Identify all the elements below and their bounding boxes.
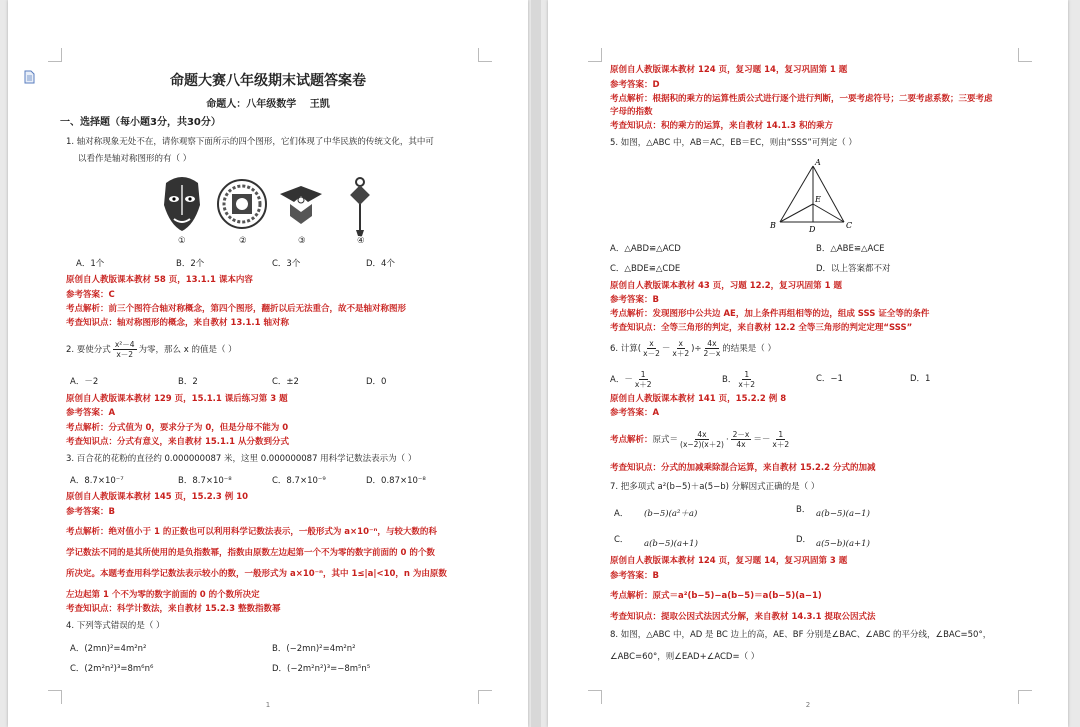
q6-analysis: 考点解析：原式＝ $\frac{4x}{(x-2)(x+2)}$ · $\frac{2-x}{4x}$ ＝－ $\frac{1}{x+2}$ <box>610 430 790 449</box>
q6-fraction-1 <box>643 339 660 358</box>
q2-fraction-den: x－2 <box>116 350 134 359</box>
q5-option-d: D．以上答案都不对 <box>816 264 891 274</box>
q2-stem <box>66 339 237 361</box>
option-letter: A．－ <box>610 375 633 385</box>
q3-analysis-4: 左边起第 1 个不为零的数字前面的 0 的个数所决定 <box>66 590 260 600</box>
figure-label: ② <box>239 236 247 246</box>
q2-analysis: 考点解析：分式值为 0，要求分子为 0，但是分母不能为 0 <box>66 423 289 433</box>
q7-source: 原创自人教版课本教材 124 页，复习题 14，复习巩固第 3 题 <box>610 556 848 566</box>
chinese-knot-figure <box>348 176 372 238</box>
q3-source: 原创自人教版课本教材 145 页，15.2.3 例 10 <box>66 492 249 502</box>
q4-option-b: B．(−2mn)²=4m²n² <box>272 644 356 654</box>
q2-option-d: D．0 <box>366 377 387 387</box>
fraction-num: 1 <box>744 370 750 379</box>
q6-option-a <box>610 368 654 392</box>
q5-option-b: B．△ABE≌△ACE <box>816 244 885 254</box>
q6-source: 原创自人教版课本教材 141 页，15.2.2 例 8 <box>610 394 787 404</box>
vertex-label: D <box>809 225 816 234</box>
q4-answer: 参考答案：D <box>610 80 660 90</box>
fraction-den: 2－x <box>703 349 721 358</box>
vertex-label: A <box>815 158 821 167</box>
opera-mask-figure <box>158 175 206 233</box>
q6-option-b-fraction <box>738 370 755 389</box>
fraction-num: 2－x <box>732 430 750 439</box>
q7-option-b-letter: B． <box>796 505 811 515</box>
q3-option-a: A．8.7×10⁻⁷ <box>70 476 124 486</box>
q4-option-d: D．(−2m²n²)³=−8m⁵n⁵ <box>272 664 371 674</box>
q1-option-d: D．4个 <box>366 259 395 269</box>
triangle-figure <box>768 158 858 234</box>
q6-answer: 参考答案：A <box>610 408 660 418</box>
q5-analysis: 考点解析：发现图形中公共边 AE，加上条件再组相等的边，组成 SSS 证全等的条件 <box>610 309 930 319</box>
analysis-fraction-3 <box>772 430 789 449</box>
fraction-den: x＋2 <box>772 440 790 449</box>
q3-answer: 参考答案：B <box>66 507 115 517</box>
q4-analysis-2: 字母的指数 <box>610 107 653 117</box>
fraction-num: 1 <box>778 430 784 439</box>
vertex-label: E <box>815 195 821 204</box>
q3-stem: 3. 百合花的花粉的直径约 0.000000087 米，这里 0.000000087 用科学记数法表示为（ ） <box>66 454 417 464</box>
q6-option-a-fraction <box>635 370 652 389</box>
fraction-den: 4x <box>736 440 746 449</box>
q8-stem: 8. 如图，△ABC 中，AD 是 BC 边上的高，AE、BF 分别是∠BAC、∠ABC 的平分线，∠BAC=50°， <box>610 630 992 640</box>
q2-fraction <box>113 340 137 359</box>
figure-label: ④ <box>357 236 365 246</box>
q7-knowledge: 考查知识点：提取公因式法因式分解，来自教材 14.3.1 提取公因式法 <box>610 612 876 622</box>
q5-source: 原创自人教版课本教材 43 页，习题 12.2，复习巩固第 1 题 <box>610 281 843 291</box>
q7-option-b: a(b−5)(a−1) <box>816 509 870 519</box>
q1-option-c: C．3个 <box>272 259 301 269</box>
fraction-den: x＋2 <box>634 380 652 389</box>
q3-analysis-1: 考点解析：绝对值小于 1 的正数也可以利用科学记数法表示，一般形式为 a×10⁻ⁿ，与较大数的科 <box>66 527 437 537</box>
fraction-den: (x−2)(x＋2) <box>680 440 724 449</box>
q6-stem-post: 的结果是（ ） <box>722 344 776 354</box>
q4-source: 原创自人教版课本教材 124 页，复习题 14，复习巩固第 1 题 <box>610 65 848 75</box>
author-line: 命题人：八年级数学 王凯 <box>206 99 330 110</box>
figure-label: ③ <box>298 236 306 246</box>
q5-knowledge: 考查知识点：全等三角形的判定，来自教材 12.2 全等三角形的判定定理“SSS” <box>610 323 913 333</box>
q6-option-c: C．−1 <box>816 374 843 384</box>
q7-option-c-letter: C． <box>614 535 629 545</box>
formula-prefix: 原式＝ <box>652 435 679 445</box>
q2-option-b: B．2 <box>178 377 198 387</box>
q6-fraction-3 <box>704 339 721 358</box>
q1-stem-cont: 以看作是轴对称图形的有（ ） <box>78 154 192 164</box>
q7-option-a-letter: A． <box>614 509 629 519</box>
q6-fraction-2 <box>672 339 689 358</box>
q5-option-a: A．△ABD≌△ACD <box>610 244 681 254</box>
q2-source: 原创自人教版课本教材 129 页，15.1.1 课后练习第 3 题 <box>66 394 288 404</box>
crop-mark <box>48 48 62 62</box>
q2-fraction-num: x²－4 <box>114 340 135 349</box>
q3-knowledge: 考查知识点：科学计数法，来自教材 15.2.3 整数指数幂 <box>66 604 281 614</box>
q2-stem-pre: 2. 要使分式 <box>66 345 111 355</box>
q2-option-a: A．－2 <box>70 377 99 387</box>
analysis-fraction-1 <box>680 430 724 449</box>
q5-option-c: C．△BDE≌△CDE <box>610 264 681 274</box>
q4-analysis-1: 考点解析：根据积的乘方的运算性质公式进行逐个进行判断，一要考虑符号；二要考虑系数；三要考虑 <box>610 94 993 104</box>
q5-stem: 5. 如图，△ABC 中，AB＝AC，EB＝EC，则由“SSS”可判定（ ） <box>610 138 857 148</box>
q1-answer: 参考答案：C <box>66 290 115 300</box>
vertex-label: B <box>770 221 776 230</box>
q2-knowledge: 考查知识点：分式有意义，来自教材 15.1.1 从分数到分式 <box>66 437 290 447</box>
q2-stem-post: 为零，那么 x 的值是（ ） <box>138 345 237 355</box>
fraction-den: x＋2 <box>672 349 690 358</box>
q6-option-b <box>722 368 757 392</box>
q7-option-a: (b−5)(a²＋a) <box>644 509 698 519</box>
fraction-den: x＋2 <box>738 380 756 389</box>
q4-knowledge: 考查知识点：积的乘方的运算，来自教材 14.1.3 积的乘方 <box>610 121 834 131</box>
q3-analysis-2: 学记数法不同的是其所使用的是负指数幂，指数由原数左边起第一个不为零的数字前面的 0 的个数 <box>66 548 435 558</box>
q7-option-d: a(5−b)(a+1) <box>816 539 870 549</box>
page-title: 命题大赛八年级期末试题答案卷 <box>170 73 366 89</box>
crop-mark <box>1018 48 1032 62</box>
document-page-2 <box>548 0 1068 727</box>
q7-analysis: 考点解析：原式＝a²(b−5)−a(b−5)＝a(b−5)(a−1) <box>610 591 822 601</box>
q3-analysis-3: 所决定。本题考查用科学记数法表示较小的数，一般形式为 a×10⁻ⁿ，其中 1≤|a|<10，n 为由原数 <box>66 569 447 579</box>
paper-cut-figure <box>216 178 268 230</box>
q5-answer: 参考答案：B <box>610 295 659 305</box>
kite-figure <box>278 182 324 226</box>
q6-stem: 6. 计算( $\frac{x}{x-2}$ － $\frac{x}{x+2}$ )÷ $\frac{4x}{2-x}$ 的结果是（ ） <box>610 339 776 358</box>
q1-analysis: 考点解析：前三个图符合轴对称概念，第四个图形，翻折以后无法重合，故不是轴对称图形 <box>66 304 407 314</box>
q7-answer: 参考答案：B <box>610 571 659 581</box>
q1-stem: 1. 轴对称现象无处不在，请你观察下面所示的四个图形，它们体现了中华民族的传统文化，其中可 <box>66 137 434 147</box>
q7-stem: 7. 把多项式 a²(b−5)＋a(5−b) 分解因式正确的是（ ） <box>610 482 820 492</box>
q4-option-c: C．(2m²n²)³=8m⁶n⁶ <box>70 664 154 674</box>
fraction-den: x－2 <box>643 349 660 358</box>
fraction-num: 4x <box>697 430 707 439</box>
q3-option-b: B．8.7×10⁻⁸ <box>178 476 232 486</box>
q6-stem-pre: 6. 计算( <box>610 344 642 354</box>
fraction-num: x <box>649 339 654 348</box>
page-gap-scroll <box>531 0 541 727</box>
q6-option-d: D．1 <box>910 374 931 384</box>
q8-stem-cont: ∠ABC=60°，则∠EAD+∠ACD=（ ） <box>610 652 760 662</box>
q4-stem: 4. 下列等式错误的是（ ） <box>66 621 165 631</box>
q3-option-c: C．8.7×10⁻⁹ <box>272 476 326 486</box>
page-number: 1 <box>265 701 271 709</box>
q2-option-c: C．±2 <box>272 377 299 387</box>
q2-answer: 参考答案：A <box>66 408 116 418</box>
q1-option-b: B．2个 <box>176 259 205 269</box>
analysis-fraction-2 <box>731 430 752 449</box>
crop-mark <box>588 48 602 62</box>
vertex-label: C <box>846 221 853 230</box>
q7-option-c: a(b−5)(a+1) <box>644 539 698 549</box>
fraction-num: x <box>678 339 683 348</box>
page-number: 2 <box>805 701 811 709</box>
q1-source: 原创自人教版课本教材 58 页，13.1.1 课本内容 <box>66 275 253 285</box>
figure-label: ① <box>178 236 186 246</box>
q3-option-d: D．0.87×10⁻⁸ <box>366 476 426 486</box>
crop-mark <box>478 48 492 62</box>
document-page-1 <box>8 0 528 727</box>
section-heading: 一、选择题（每小题3分，共30分） <box>60 117 221 128</box>
fraction-num: 1 <box>640 370 646 379</box>
q7-option-d-letter: D． <box>796 535 812 545</box>
analysis-label: 考点解析： <box>610 435 653 445</box>
option-letter: B． <box>722 375 737 385</box>
q6-knowledge: 考查知识点：分式的加减乘除混合运算，来自教材 15.2.2 分式的加减 <box>610 463 876 473</box>
q4-option-a: A．(2mn)²=4m²n² <box>70 644 147 654</box>
q1-knowledge: 考查知识点：轴对称图形的概念，来自教材 13.1.1 轴对称 <box>66 318 290 328</box>
q1-option-a: A．1个 <box>76 259 105 269</box>
fraction-num: 4x <box>707 339 717 348</box>
